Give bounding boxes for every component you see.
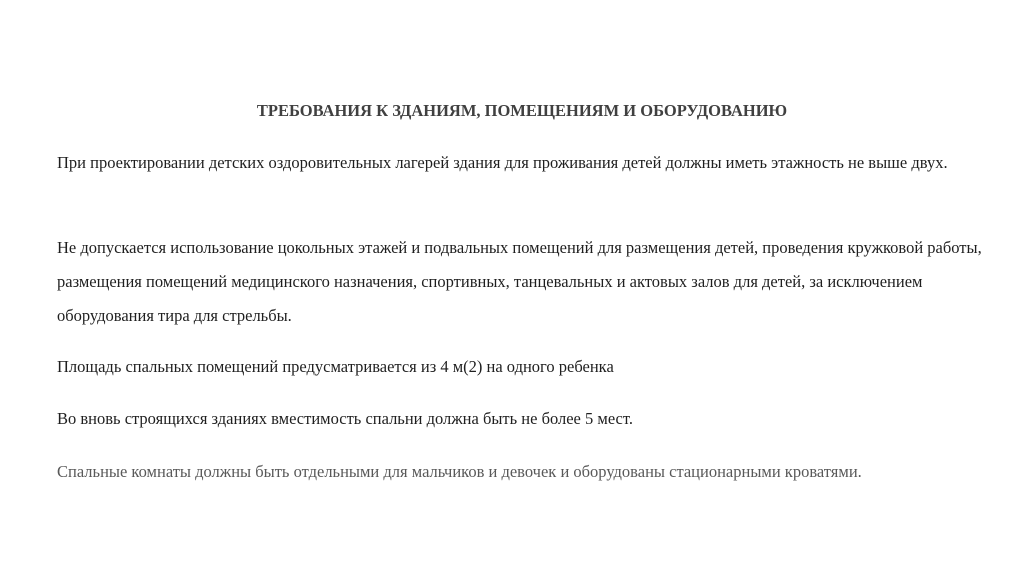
paragraph-building-height: При проектировании детских оздоровительных лагерей здания для проживания детей должны иметь этажность не выше двух. <box>57 153 948 172</box>
slide-title: ТРЕБОВАНИЯ К ЗДАНИЯМ, ПОМЕЩЕНИЯМ И ОБОРУДОВАНИЮ <box>256 101 788 120</box>
paragraph-bedroom-area: Площадь спальных помещений предусматривается из 4 м(2) на одного ребенка <box>57 357 614 376</box>
paragraph-separate-bedrooms: Спальные комнаты должны быть отдельными для мальчиков и девочек и оборудованы стационарными кроватями. <box>57 462 862 481</box>
paragraph-bedroom-capacity: Во вновь строящихся зданиях вместимость спальни должна быть не более 5 мест. <box>57 409 633 428</box>
paragraph-basement-restriction: Не допускается использование цокольных этажей и подвальных помещений для размещения детей, проведения кружковой работы, размещения помещений медицинского назначения, спортивных, танцевальных и актовых залов для детей, за исключением оборудования тира для стрельбы. <box>57 238 982 325</box>
